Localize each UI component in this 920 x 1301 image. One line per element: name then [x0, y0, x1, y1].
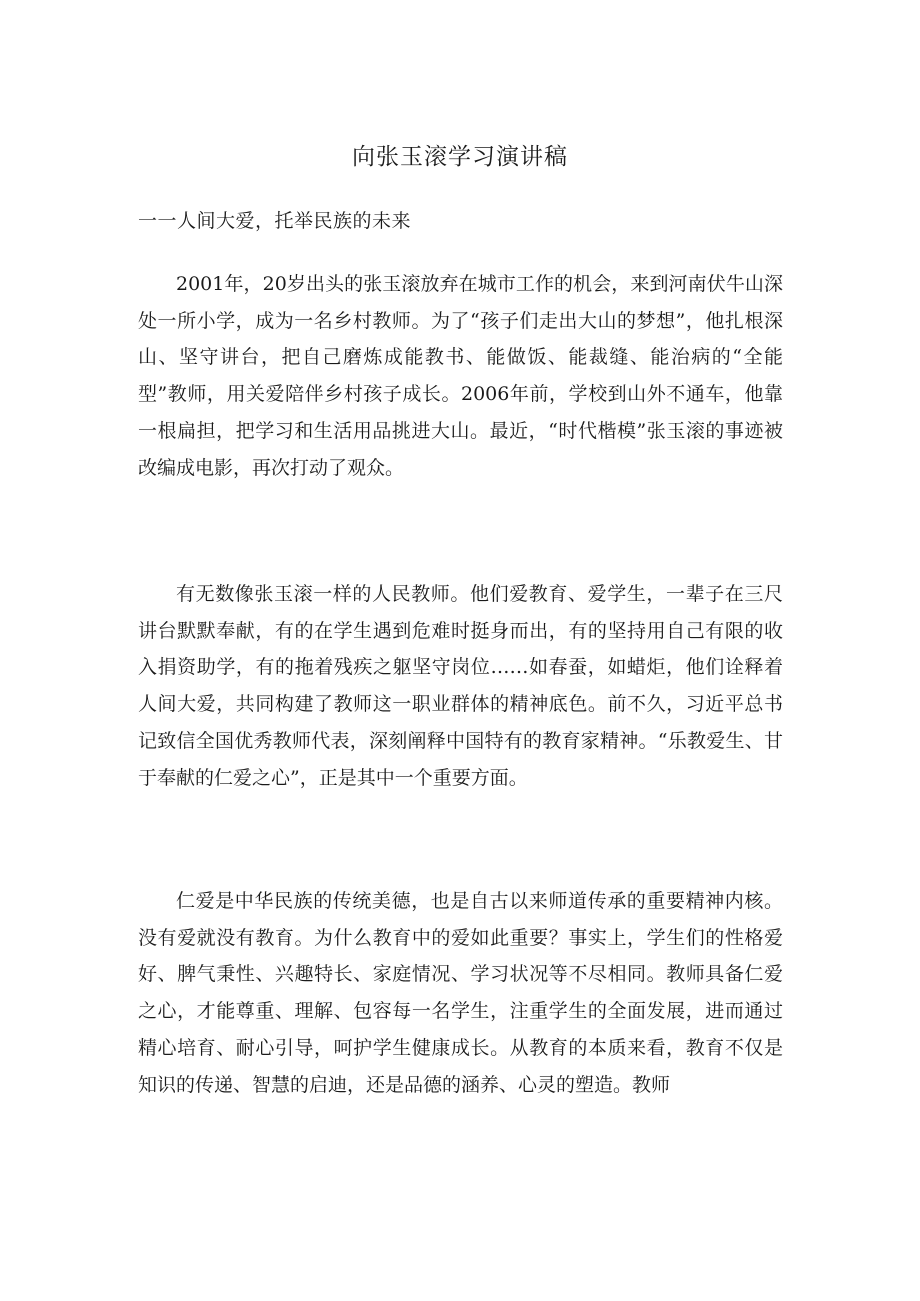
document-subtitle: 一一人间大爱，托举民族的未来: [138, 210, 412, 232]
paragraph-1: 2001年，20岁出头的张玉滚放弃在城市工作的机会，来到河南伏牛山深处一所小学，成为一名乡村教师。为了“孩子们走出大山的梦想”，他扎根深山、坚守讲台，把自己磨炼成能教书、能做饭、能裁缝、能治病的“全能型”教师，用关爱陪伴乡村孩子成长。2006年前，学校到山外不通车，他靠一根扁担，把学习和生活用品挑进大山。最近，“时代楷模”张玉滚的事迹被改编成电影，再次打动了观众。: [138, 273, 783, 479]
document-title: 向张玉滚学习演讲稿: [352, 144, 568, 170]
paragraph-2: 有无数像张玉滚一样的人民教师。他们爱教育、爱学生，一辈子在三尺讲台默默奉献，有的在学生遇到危难时挺身而出，有的坚持用自己有限的收入捐资助学，有的拖着残疾之躯坚守岗位……如春蚕，如蜡炬，他们诠释着人间大爱，共同构建了教师这一职业群体的精神底色。前不久，习近平总书记致信全国优秀教师代表，深刻阐释中国特有的教育家精神。“乐教爱生、甘于奉献的仁爱之心”，正是其中一个重要方面。: [138, 583, 783, 789]
paragraph-3: 仁爱是中华民族的传统美德，也是自古以来师道传承的重要精神内核。没有爱就没有教育。为什么教育中的爱如此重要？事实上，学生们的性格爱好、脾气秉性、兴趣特长、家庭情况、学习状况等不尽相同。教师具备仁爱之心，才能尊重、理解、包容每一名学生，注重学生的全面发展，进而通过精心培育、耐心引导，呵护学生健康成长。从教育的本质来看，教育不仅是知识的传递、智慧的启迪，还是品德的涵养、心灵的塑造。教师: [138, 890, 783, 1096]
